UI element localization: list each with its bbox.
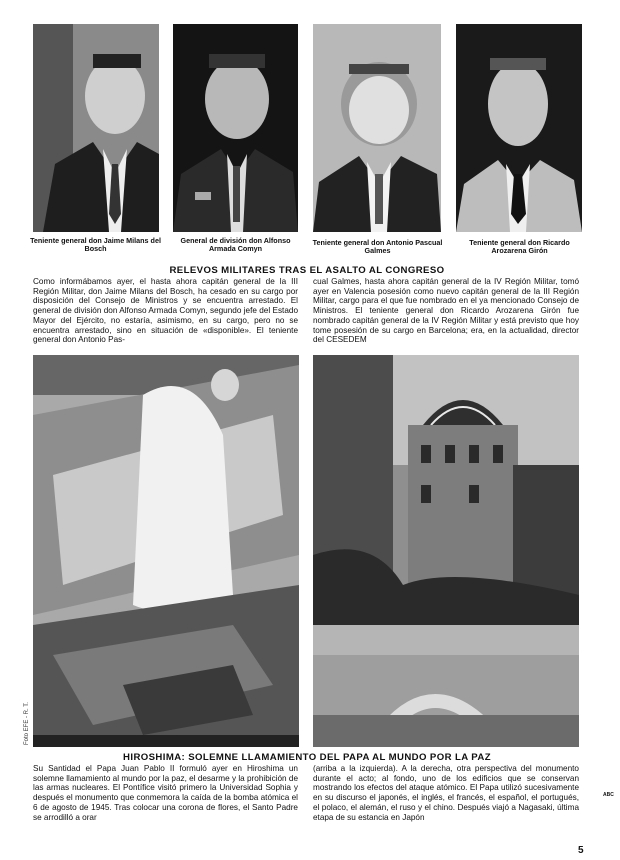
photo-credit: Foto EFE - R. T.	[24, 702, 30, 745]
article-military-right-text: cual Galmes, hasta ahora capitán general de la IV Región Militar, tomó ayer en Valencia posesión como nuevo capitán general de la III Región Militar, cargo para el que fue nombrado en el ya mencionado Consejo de Ministros. El teniente general don Ricardo Arozarena Girón fue nombrado capitán general de la IV Región Militar y está previsto que hoy tome posesión de su cargo en Barcelona; era, en la actualidad, director del CESEDEM	[313, 277, 579, 345]
portrait-pascual-galmes	[313, 24, 441, 232]
article-hiroshima-right-text: (arriba a la izquierda). A la derecha, otra perspectiva del monumento durante el acto; al fondo, uno de los edificios que se conservan mostrando los efectos del ataque atómico. El Papa utilizó sucesivamente en su discurso el japonés, el inglés, el francés, el español, el portugués, el polaco, el alemán, el ruso y el chino. Después viajó a Nagasaki, última etapa de su estancia en Japón	[313, 764, 579, 822]
photo-pope-praying	[33, 355, 299, 747]
portrait-arozarena-giron	[456, 24, 582, 232]
article-hiroshima-left	[33, 764, 298, 822]
portrait-armada-comyn	[173, 24, 298, 232]
article-military-left-text: Como informábamos ayer, el hasta ahora capitán general de la III Región Militar, don Jaime Milans del Bosch, ha cesado en su cargo por disposición del Consejo de Ministros y se encuentra arrestado. El general de división don Alfonso Armada Comyn, segundo jefe del Estado Mayor del Ejército, no estaría, asimismo, en su cargo, pero no se encuentra arrestado, sino en situación de «disponible». El teniente general don Antonio Pas-	[33, 277, 298, 345]
headline-military: RELEVOS MILITARES TRAS EL ASALTO AL CONGRESO	[169, 265, 445, 276]
article-hiroshima-right	[313, 764, 579, 822]
article-military-left	[33, 277, 298, 345]
article-military-right	[313, 277, 579, 345]
side-mark: ABC	[603, 792, 614, 798]
photo-hiroshima-dome	[313, 355, 579, 747]
article-hiroshima-left-text: Su Santidad el Papa Juan Pablo II formuló ayer en Hiroshima un solemne llamamiento al mundo por la paz, el desarme y la prohibición de las armas nucleares. El Pontífice visitó primero la Universidad Sophia y después el monumento que conmemora la caída de la bomba atómica el 6 de agosto de 1945. Tras colocar una corona de flores, el Santo Padre se arrodilló a orar	[33, 764, 298, 822]
portrait-milans-del-bosch	[33, 24, 159, 232]
caption-milans: Teniente general don Jaime Milans del Bosch	[30, 236, 161, 253]
caption-arozarena: Teniente general don Ricardo Arozarena Girón	[469, 238, 570, 255]
page-number: 5	[578, 845, 584, 856]
caption-pascual: Teniente general don Antonio Pascual Galmes	[312, 238, 443, 255]
headline-hiroshima: HIROSHIMA: SOLEMNE LLAMAMIENTO DEL PAPA AL MUNDO POR LA PAZ	[123, 752, 491, 763]
caption-armada: General de división don Alfonso Armada Comyn	[180, 236, 291, 253]
